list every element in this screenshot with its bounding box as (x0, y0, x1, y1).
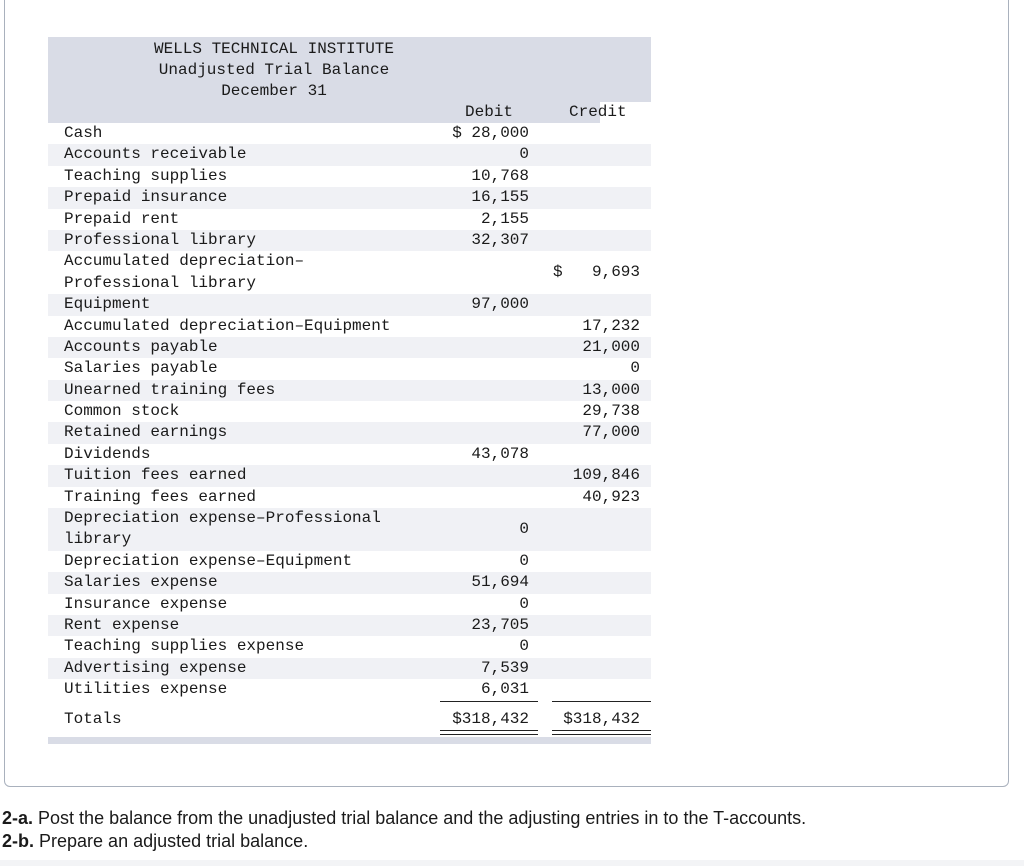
table-row (48, 422, 651, 443)
credit-amount: 40,923 (582, 487, 640, 506)
instructions (2, 807, 806, 853)
table-row (48, 166, 651, 187)
debit-amount: 2,155 (480, 209, 529, 228)
debit-total-rule (440, 701, 538, 702)
account-name: Professional library (64, 230, 257, 249)
account-name: Common stock (64, 402, 180, 421)
table-row (48, 572, 651, 593)
report-date: December 31 (221, 82, 327, 100)
debit-amount: 16,155 (471, 188, 529, 207)
totals-label: Totals (64, 709, 122, 728)
totals-row (48, 701, 651, 735)
instruction-2a-label: 2-a. (2, 808, 34, 828)
credit-amount: 13,000 (582, 380, 640, 399)
table-row (48, 209, 651, 230)
instruction-2b-text: Prepare an adjusted trial balance. (34, 831, 309, 851)
credit-column-header: Credit (569, 103, 627, 121)
account-name: Utilities expense (64, 680, 228, 699)
table-row (48, 316, 651, 337)
debit-column-header: Debit (465, 103, 514, 121)
debit-amount: 51,694 (471, 573, 529, 592)
table-row (48, 636, 651, 657)
account-name: Salaries payable (64, 359, 218, 378)
table-row (48, 187, 651, 208)
instruction-2b-label: 2-b. (2, 831, 35, 851)
table-row (48, 679, 651, 700)
account-name: Equipment (64, 295, 151, 314)
trial-balance-table (48, 37, 651, 744)
debit-amount: 0 (519, 594, 529, 613)
credit-total-rule (552, 701, 651, 702)
account-name: Unearned training fees (64, 380, 276, 399)
credit-dollar-sign: $ (553, 263, 563, 282)
debit-amount: 0 (519, 145, 529, 164)
trial-balance-header (48, 37, 651, 102)
table-footer-bar (48, 737, 651, 744)
debit-amount: 97,000 (471, 295, 529, 314)
table-row (48, 144, 651, 165)
table-row (48, 508, 651, 551)
debit-total: $318,432 (452, 709, 529, 728)
account-name: Teaching supplies (64, 166, 228, 185)
table-row (48, 401, 651, 422)
bottom-bar (0, 860, 1024, 866)
account-rows (48, 123, 651, 701)
account-name: Accounts receivable (64, 145, 247, 164)
credit-amount: 17,232 (582, 316, 640, 335)
account-name: Accumulated depreciation–Equipment (64, 316, 391, 335)
credit-amount: 0 (630, 359, 640, 378)
debit-amount: 6,031 (480, 680, 529, 699)
column-header-row (48, 102, 651, 123)
table-row (48, 444, 651, 465)
table-row (48, 487, 651, 508)
table-row (48, 594, 651, 615)
debit-amount: 23,705 (471, 616, 529, 635)
debit-amount: 0 (519, 637, 529, 656)
debit-amount: 0 (519, 519, 529, 538)
table-row (48, 251, 651, 294)
table-row (48, 380, 651, 401)
instruction-2a (2, 807, 806, 830)
table-row (48, 358, 651, 379)
account-name: Retained earnings (64, 423, 228, 442)
credit-total: $318,432 (563, 709, 640, 728)
debit-amount: 7,539 (480, 658, 529, 677)
credit-amount: 77,000 (582, 423, 640, 442)
table-row (48, 465, 651, 486)
account-name: Tuition fees earned (64, 466, 247, 485)
account-name: Accumulated depreciation– Professional library (64, 252, 305, 292)
account-name: Depreciation expense–Professional library (64, 509, 381, 549)
debit-amount: 43,078 (471, 444, 529, 463)
account-name: Training fees earned (64, 487, 257, 506)
credit-amount: 29,738 (582, 402, 640, 421)
debit-amount: $ 28,000 (452, 124, 529, 142)
account-name: Teaching supplies expense (64, 637, 305, 656)
account-name: Insurance expense (64, 594, 228, 613)
credit-amount: 21,000 (582, 337, 640, 356)
credit-amount: 109,846 (572, 466, 640, 485)
table-row (48, 337, 651, 358)
table-row (48, 615, 651, 636)
account-name: Depreciation expense–Equipment (64, 551, 353, 570)
account-name: Dividends (64, 444, 151, 463)
instruction-2b (2, 830, 806, 853)
debit-amount: 32,307 (471, 230, 529, 249)
account-name: Accounts payable (64, 337, 218, 356)
account-name: Prepaid rent (64, 209, 180, 228)
account-name: Advertising expense (64, 658, 247, 677)
debit-double-rule (440, 730, 538, 735)
table-row (48, 551, 651, 572)
report-title: Unadjusted Trial Balance (158, 61, 390, 79)
account-name: Cash (64, 124, 103, 142)
account-name: Rent expense (64, 616, 180, 635)
table-row (48, 294, 651, 315)
debit-amount: 0 (519, 551, 529, 570)
credit-double-rule (552, 730, 651, 735)
account-name: Salaries expense (64, 573, 218, 592)
credit-amount: 9,693 (591, 263, 640, 282)
debit-amount: 10,768 (471, 166, 529, 185)
table-row (48, 123, 651, 144)
table-row (48, 658, 651, 679)
account-name: Prepaid insurance (64, 188, 228, 207)
instruction-2a-text: Post the balance from the unadjusted trial balance and the adjusting entries in to the T-accounts. (33, 808, 807, 828)
company-name: WELLS TECHNICAL INSTITUTE (153, 40, 395, 58)
table-row (48, 230, 651, 251)
